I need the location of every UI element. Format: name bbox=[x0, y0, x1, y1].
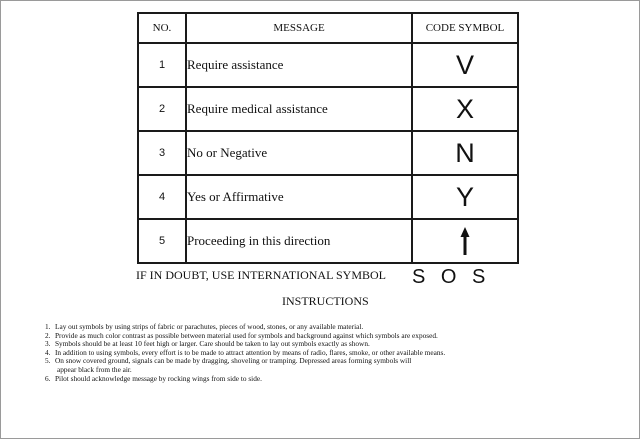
item-number: 2. bbox=[45, 330, 51, 340]
up-arrow-icon bbox=[458, 226, 472, 256]
row-number: 4 bbox=[138, 175, 186, 219]
table-row bbox=[138, 219, 518, 263]
column-header-message: MESSAGE bbox=[186, 13, 412, 43]
table-row bbox=[138, 131, 518, 175]
ground-signal-table bbox=[137, 12, 519, 264]
row-message: Require medical assistance bbox=[186, 87, 412, 131]
item-number: 3. bbox=[45, 339, 51, 349]
row-number: 1 bbox=[138, 43, 186, 87]
item-text: Lay out symbols by using strips of fabric or parachutes, pieces of wood, stones, or any available material. bbox=[55, 322, 364, 331]
code-symbol: Y bbox=[412, 175, 518, 219]
item-text: Provide as much color contrast as possible between material used for symbols and background against which symbols are exposed. bbox=[55, 330, 438, 340]
table-header-row bbox=[138, 13, 518, 43]
code-symbol: V bbox=[412, 43, 518, 87]
item-number: 6. bbox=[45, 373, 51, 383]
sos-symbol: S O S bbox=[412, 266, 491, 288]
row-message: Proceeding in this direction bbox=[186, 219, 412, 263]
row-message: Require assistance bbox=[186, 43, 412, 87]
instructions-heading: INSTRUCTIONS bbox=[282, 294, 369, 308]
item-text: Symbols should be at least 10 feet high or larger. Care should be taken to lay out symbols exactly as shown. bbox=[55, 339, 370, 349]
list-item bbox=[45, 357, 605, 374]
row-message: No or Negative bbox=[186, 131, 412, 175]
table-row bbox=[138, 43, 518, 87]
column-header-code-symbol: CODE SYMBOL bbox=[412, 13, 518, 43]
item-text-continuation: appear black from the air. bbox=[57, 364, 132, 374]
list-item bbox=[45, 375, 605, 384]
row-number: 5 bbox=[138, 219, 186, 263]
item-number: 4. bbox=[45, 347, 51, 357]
code-symbol: N bbox=[412, 131, 518, 175]
row-number: 2 bbox=[138, 87, 186, 131]
instructions-list bbox=[45, 323, 605, 383]
table-row bbox=[138, 175, 518, 219]
column-header-no: NO. bbox=[138, 13, 186, 43]
item-text: Pilot should acknowledge message by rocking wings from side to side. bbox=[55, 373, 262, 383]
item-number: 5. bbox=[45, 356, 51, 366]
item-text: On snow covered ground, signals can be made by dragging, shoveling or tramping. Depressed areas forming symbols will bbox=[55, 356, 412, 366]
item-number: 1. bbox=[45, 322, 51, 331]
code-symbol bbox=[412, 219, 518, 263]
row-number: 3 bbox=[138, 131, 186, 175]
code-symbol: X bbox=[412, 87, 518, 131]
row-message: Yes or Affirmative bbox=[186, 175, 412, 219]
item-text: In addition to using symbols, every effort is to be made to attract attention by means of radio, flares, smoke, or other available means. bbox=[55, 347, 446, 357]
doubt-instruction: IF IN DOUBT, USE INTERNATIONAL SYMBOL bbox=[136, 268, 386, 282]
table-row bbox=[138, 87, 518, 131]
